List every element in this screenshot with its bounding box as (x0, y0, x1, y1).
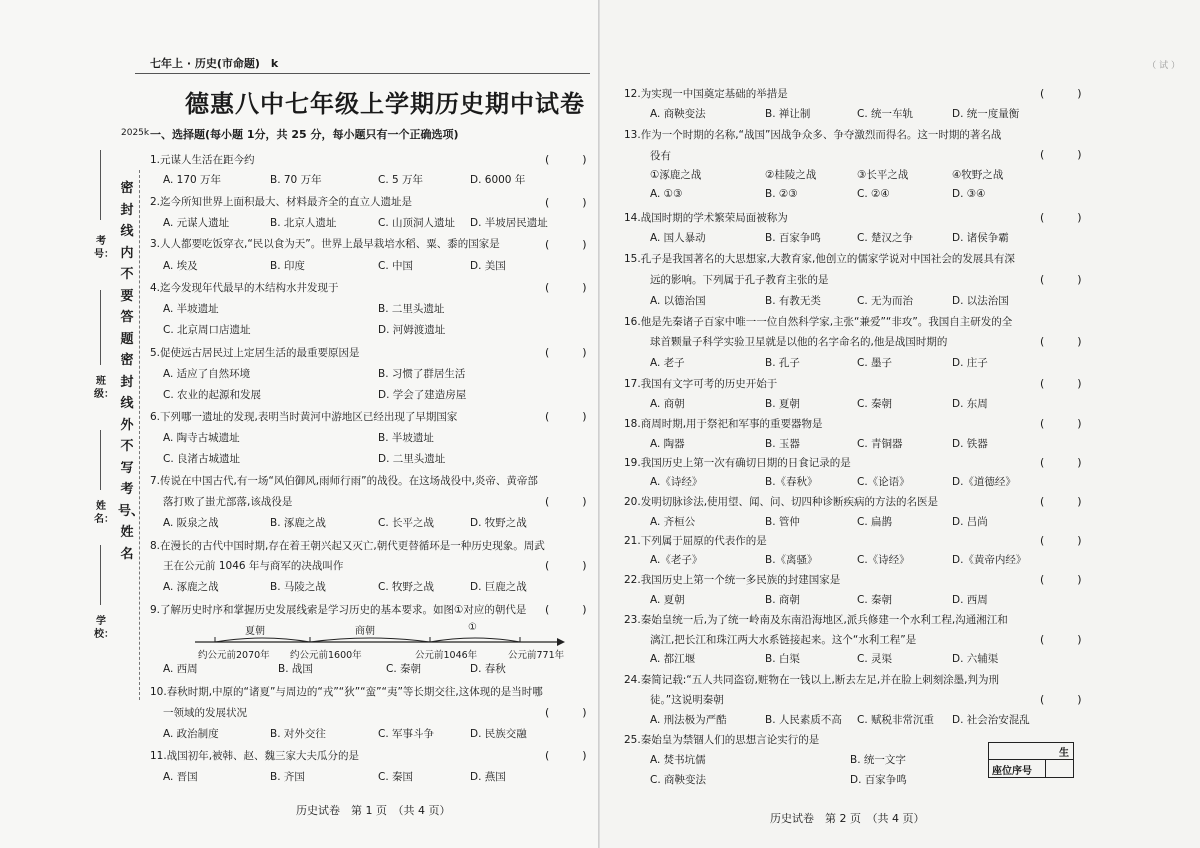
option: A. 刑法极为严酷 (650, 714, 727, 726)
question-stem: 16.他是先秦诸子百家中唯一一位自然科学家,主张“兼爱”“非攻”。我国自主研发的全 (624, 316, 1013, 328)
option: D.《道德经》 (952, 476, 1016, 488)
page-header: 七年上 · 历史(市命题) k (150, 57, 279, 70)
question-stem: 9.了解历史时序和掌握历史发展线索是学习历史的基本要求。如图①对应的朝代是 (150, 604, 527, 616)
question-stem: 20.发明切脉诊法,使用望、闻、问、切四种诊断疾病的方法的名医是 (624, 496, 939, 508)
field-school: 学校： (94, 616, 114, 640)
option: D. 春秋 (470, 663, 506, 675)
question-stem: 22.我国历史上第一个统一多民族的封建国家是 (624, 574, 841, 586)
option: D. 半坡居民遗址 (470, 217, 548, 229)
option: A. 西周 (163, 663, 198, 675)
option: C. 秦朝 (857, 398, 893, 410)
answer-blank[interactable]: ( ) (545, 706, 587, 719)
option: C. 山顶洞人遗址 (378, 217, 456, 229)
option: D. 统一度量衡 (952, 108, 1020, 120)
question-stem: 25.秦始皇为禁锢人们的思想言论实行的是 (624, 734, 820, 746)
question-stem: 4.迄今发现年代最早的木结构水井发现于 (150, 282, 339, 294)
field-class: 班级： (94, 376, 114, 400)
question-stem-cont: 徒。”这说明秦朝 (650, 694, 724, 706)
question-stem: 24.秦简记载:“五人共同盗窃,赃物在一钱以上,断去左足,并在脸上刺刻涂墨,判为刑 (624, 674, 1000, 686)
option: A. 元谋人遗址 (163, 217, 230, 229)
answer-blank[interactable]: ( ) (1040, 633, 1082, 646)
question-stem-cont: 一领域的发展状况 (163, 707, 247, 719)
seal-line-text: 密封线内不要答题密封线外不写考号、姓名 (118, 181, 145, 562)
option: ④牧野之战 (952, 169, 1004, 181)
option: D. 六辅渠 (952, 653, 999, 665)
option: B. 齐国 (270, 771, 305, 783)
option: B. 孔子 (765, 357, 800, 369)
answer-blank[interactable]: ( ) (1040, 456, 1082, 469)
option: B. 战国 (278, 663, 313, 675)
question-stem: 7.传说在中国古代,有一场“风伯御风,雨师行雨”的战役。在这场战役中,炎帝、黄帝部 (150, 475, 538, 487)
option: D. 社会治安混乱 (952, 714, 1030, 726)
option: A. 商鞅变法 (650, 108, 706, 120)
option: A. 齐桓公 (650, 516, 696, 528)
answer-blank[interactable]: ( ) (545, 153, 587, 166)
answer-blank[interactable]: ( ) (1040, 377, 1082, 390)
question-stem: 1.元谋人生活在距今约 (150, 154, 255, 166)
seat-box-divider (1045, 759, 1046, 777)
option: C. 扁鹊 (857, 516, 893, 528)
option: B. 禅让制 (765, 108, 811, 120)
option: ③长平之战 (857, 169, 909, 181)
question-stem: 10.春秋时期,中原的“诸夏”与周边的“戎”“狄”“蛮”“夷”等长期交往,这体现的是当时哪 (150, 686, 543, 698)
option: B. 玉器 (765, 438, 800, 450)
section-heading: 一、选择题(每小题 1分，共 25 分，每小题只有一个正确选项) (150, 128, 459, 141)
option: D. 东周 (952, 398, 988, 410)
option: A. 焚书坑儒 (650, 754, 706, 766)
option: C. 农业的起源和发展 (163, 389, 262, 401)
header-rule (135, 73, 590, 74)
question-stem-cont: 役有 (650, 150, 671, 162)
option: D. 吕尚 (952, 516, 988, 528)
option: C. 秦朝 (386, 663, 422, 675)
option: D. 以法治国 (952, 295, 1009, 307)
option: D. 民族交融 (470, 728, 527, 740)
timeline-period: 夏朝 (245, 626, 265, 637)
question-stem: 23.秦始皇统一后,为了统一岭南及东南沿海地区,派兵修建一个水利工程,沟通湘江和 (624, 614, 1008, 626)
question-stem: 19.我国历史上第一次有确切日期的日食记录的是 (624, 457, 851, 469)
question-stem-cont: 漓江,把长江和珠江两大水系链接起来。这个“水利工程”是 (650, 634, 917, 646)
timeline-period: ① (468, 622, 477, 633)
timeline-date: 公元前1046年 (415, 650, 478, 661)
option: C. 牧野之战 (378, 581, 435, 593)
option: C. 墨子 (857, 357, 893, 369)
option: B. 夏朝 (765, 398, 800, 410)
option: A. 170 万年 (163, 174, 222, 186)
answer-blank[interactable]: ( ) (1040, 87, 1082, 100)
answer-blank[interactable]: ( ) (1040, 335, 1082, 348)
option: D. 铁器 (952, 438, 988, 450)
question-stem-cont: 远的影响。下列属于孔子教育主张的是 (650, 274, 829, 286)
option: B. 有教无类 (765, 295, 821, 307)
option: D. 诸侯争霸 (952, 232, 1009, 244)
option: D. 美国 (470, 260, 506, 272)
option: A. 都江堰 (650, 653, 696, 665)
option: A. 涿鹿之战 (163, 581, 219, 593)
option: A.《老子》 (650, 554, 703, 566)
answer-blank[interactable]: ( ) (1040, 495, 1082, 508)
option: B. 白渠 (765, 653, 800, 665)
answer-blank[interactable]: ( ) (545, 559, 587, 572)
option: C.《诗经》 (857, 554, 910, 566)
option: A. 陶寺古城遗址 (163, 432, 240, 444)
page-footer: 历史试卷 第 1 页 （共 4 页） (296, 804, 451, 817)
question-stem: 5.促使远古居民过上定居生活的最重要原因是 (150, 347, 360, 359)
page-footer: 历史试卷 第 2 页 （共 4 页） (770, 812, 925, 825)
option: D. 二里头遗址 (378, 453, 446, 465)
seat-box-top-label: 生 (1059, 748, 1069, 759)
option: C. 灵渠 (857, 653, 893, 665)
question-stem: 2.迄今所知世界上面积最大、材料最齐全的直立人遗址是 (150, 196, 413, 208)
option: A. 商朝 (650, 398, 685, 410)
option: C. 赋税非常沉重 (857, 714, 935, 726)
option: D. 西周 (952, 594, 988, 606)
option: D. 百家争鸣 (850, 774, 907, 786)
option: C. 北京周口店遗址 (163, 324, 251, 336)
option: B. 百家争鸣 (765, 232, 821, 244)
seat-number-box[interactable] (988, 742, 1074, 778)
field-line (100, 290, 101, 365)
option: C. 长平之战 (378, 517, 435, 529)
timeline-date: 公元前771年 (508, 650, 565, 661)
option: C. 无为而治 (857, 295, 914, 307)
option: A. ①③ (650, 188, 683, 200)
answer-blank[interactable]: ( ) (1040, 148, 1082, 161)
question-stem: 21.下列属于屈原的代表作的是 (624, 535, 767, 547)
option: B. 涿鹿之战 (270, 517, 326, 529)
option: B.《春秋》 (765, 476, 818, 488)
option: ②桂陵之战 (765, 169, 817, 181)
answer-blank[interactable]: ( ) (1040, 693, 1082, 706)
answer-blank[interactable]: ( ) (1040, 573, 1082, 586)
question-stem: 15.孔子是我国著名的大思想家,大教育家,他创立的儒家学说对中国社会的发展具有深 (624, 253, 1015, 265)
answer-blank[interactable]: ( ) (545, 495, 587, 508)
option: A. 适应了自然环境 (163, 368, 251, 380)
option: D. 河姆渡遗址 (378, 324, 446, 336)
answer-blank[interactable]: ( ) (1040, 273, 1082, 286)
option: A. 陶器 (650, 438, 685, 450)
seat-box-divider (989, 759, 1073, 760)
option: C. 中国 (378, 260, 414, 272)
seat-number-label: 座位序号 (992, 766, 1032, 777)
timeline-period: 商朝 (355, 626, 375, 637)
option: C. 秦朝 (857, 594, 893, 606)
answer-blank[interactable]: ( ) (1040, 211, 1082, 224)
option: C. 军事斗争 (378, 728, 435, 740)
answer-blank[interactable]: ( ) (545, 196, 587, 209)
answer-blank[interactable]: ( ) (545, 238, 587, 251)
option: D. 庄子 (952, 357, 988, 369)
question-stem: 6.下列哪一遗址的发现,表明当时黄河中游地区已经出现了早期国家 (150, 411, 458, 423)
option: D. 巨鹿之战 (470, 581, 527, 593)
question-stem-cont: 球首颗量子科学实验卫星就是以他的名字命名的,他是战国时期的 (650, 336, 948, 348)
option: B. 二里头遗址 (378, 303, 445, 315)
option: A. 埃及 (163, 260, 198, 272)
option: D. 牧野之战 (470, 517, 527, 529)
option: C. 青铜器 (857, 438, 903, 450)
option: A. 国人暴动 (650, 232, 706, 244)
field-line (100, 430, 101, 490)
answer-blank[interactable]: ( ) (545, 281, 587, 294)
option: C. 秦国 (378, 771, 414, 783)
field-line (100, 545, 101, 605)
option: B. 半坡遗址 (378, 432, 434, 444)
option: C. 5 万年 (378, 174, 424, 186)
question-stem: 18.商周时期,用于祭祀和军事的重要器物是 (624, 418, 823, 430)
question-stem-cont: 王在公元前 1046 年与商军的决战叫作 (163, 560, 344, 572)
option: C. 统一车轨 (857, 108, 914, 120)
option: ①涿鹿之战 (650, 169, 702, 181)
option: C.《论语》 (857, 476, 910, 488)
option: D. 6000 年 (470, 174, 526, 186)
option: A. 阪泉之战 (163, 517, 219, 529)
option: B. ②③ (765, 188, 798, 200)
option: B. 北京人遗址 (270, 217, 337, 229)
option: B. 马陵之战 (270, 581, 326, 593)
option: D. 学会了建造房屋 (378, 389, 467, 401)
year-code: 2025k (121, 128, 150, 138)
option: A. 政治制度 (163, 728, 219, 740)
option: B.《离骚》 (765, 554, 818, 566)
question-stem: 12.为实现一中国奠定基础的举措是 (624, 88, 788, 100)
option: B. 对外交往 (270, 728, 326, 740)
question-stem: 14.战国时期的学术繁荣局面被称为 (624, 212, 788, 224)
option: B. 70 万年 (270, 174, 322, 186)
question-stem: 8.在漫长的古代中国时期,存在着王朝兴起又灭亡,朝代更替循环是一种历史现象。周武 (150, 540, 545, 552)
question-stem-cont: 落打败了蚩尤部落,该战役是 (163, 496, 293, 508)
option: C. ②④ (857, 188, 890, 200)
field-line (100, 150, 101, 220)
answer-blank[interactable]: ( ) (1040, 534, 1082, 547)
option: A.《诗经》 (650, 476, 703, 488)
question-stem: 11.战国初年,被韩、赵、魏三家大夫瓜分的是 (150, 750, 360, 762)
option: C. 商鞅变法 (650, 774, 707, 786)
option: B. 印度 (270, 260, 305, 272)
option: B. 管仲 (765, 516, 800, 528)
corner-mark: （ 试 ） (1147, 61, 1180, 71)
field-exam-number: 考号： (94, 236, 114, 260)
timeline-date: 约公元前2070年 (198, 650, 270, 661)
seal-dashed-line (139, 170, 140, 700)
option: C. 良渚古城遗址 (163, 453, 241, 465)
option: D. ③④ (952, 188, 986, 200)
option: A. 老子 (650, 357, 685, 369)
timeline-date: 约公元前1600年 (290, 650, 362, 661)
option: D.《黄帝内经》 (952, 554, 1027, 566)
exam-title: 德惠八中七年级上学期历史期中试卷 (185, 89, 585, 118)
question-stem: 17.我国有文字可考的历史开始于 (624, 378, 778, 390)
option: A. 半坡遗址 (163, 303, 219, 315)
question-stem: 3.人人都要吃饭穿衣,“民以食为天”。世界上最早栽培水稻、粟、黍的国家是 (150, 238, 500, 250)
option: B. 习惯了群居生活 (378, 368, 466, 380)
option: D. 燕国 (470, 771, 506, 783)
option: B. 统一文字 (850, 754, 906, 766)
answer-blank[interactable]: ( ) (545, 749, 587, 762)
option: B. 商朝 (765, 594, 800, 606)
answer-blank[interactable]: ( ) (1040, 417, 1082, 430)
question-stem: 13.作为一个时期的名称,“战国”因战争众多、争夺激烈而得名。这一时期的著名战 (624, 129, 1002, 141)
answer-blank[interactable]: ( ) (545, 346, 587, 359)
option: A. 晋国 (163, 771, 198, 783)
option: A. 以德治国 (650, 295, 706, 307)
answer-blank[interactable]: ( ) (545, 603, 587, 616)
option: A. 夏朝 (650, 594, 685, 606)
answer-blank[interactable]: ( ) (545, 410, 587, 423)
option: B. 人民素质不高 (765, 714, 842, 726)
field-name: 姓名： (94, 501, 114, 525)
option: C. 楚汉之争 (857, 232, 914, 244)
